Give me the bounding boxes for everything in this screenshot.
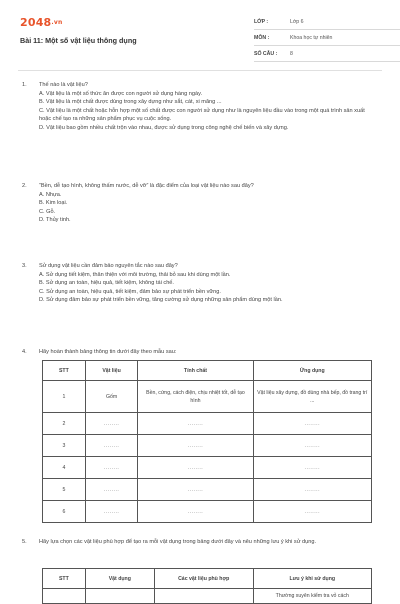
column-header: STT [43,569,86,589]
meta-row-class [254,14,400,30]
table-row [43,435,372,457]
question-1 [22,81,376,133]
answer-option: C. Gỗ. [39,208,56,215]
question-3 [22,262,376,305]
table-cell: 2 [43,413,86,435]
column-header: Ứng dụng [253,361,371,381]
answer-option: C. Sử dụng an toàn, hiệu quả, tiết kiệm, đảm bảo sự phát triển bền vững. [39,288,221,295]
answer-option: A. Sử dụng tiết kiệm, thân thiện với môi trường, thải bỏ sau khi dùng một lần. [39,271,231,278]
question-number: 5. [22,539,27,545]
meta-row-subject [254,30,400,46]
table-cell: 3 [43,435,86,457]
table-row [43,501,372,523]
table-cell: Gốm [85,381,138,413]
lesson-title: Bài 11: Một số vật liệu thông dụng [20,36,137,45]
table-cell [154,589,253,604]
answer-option: C. Vật liệu là một chất hoặc hỗn hợp một số chất được con người sử dụng như là nguyên liệu đầu vào trong một quá trình sản xuất hoặc chế tạo ra những sản phẩm phục vụ cuộc sống. [39,107,365,123]
meta-info [254,14,400,62]
meta-label: SỐ CÂU : [254,50,278,57]
blank-cell: ........ [85,501,138,523]
column-header: Vật dụng [85,569,154,589]
table-cell: 1 [43,381,86,413]
table-header-row [43,361,372,381]
question-number: 4. [22,349,27,355]
table-cell [85,589,154,604]
blank-cell: ........ [138,435,253,457]
table-row [43,413,372,435]
answer-option: D. Thủy tinh. [39,217,71,224]
logo-main: 2048 [20,16,52,29]
table-row [43,457,372,479]
column-header: Vật liệu [85,361,138,381]
meta-row-count [254,46,400,62]
table-cell: Vật liệu xây dựng, đồ dùng nhà bếp, đồ trang trí ... [253,381,371,413]
column-header: Lưu ý khi sử dụng [253,569,371,589]
answer-option: B. Sử dụng an toàn, hiệu quả, tiết kiệm, không tái chế. [39,280,174,287]
table-cell: 6 [43,501,86,523]
blank-cell: ........ [85,435,138,457]
blank-cell: ........ [85,413,138,435]
table-cell: 5 [43,479,86,501]
question-text: “Bền, dễ tạo hình, không thấm nước, dễ vỡ” là đặc điểm của loại vật liệu nào sau đây? [39,183,254,189]
column-header: STT [43,361,86,381]
meta-value: Khoa học tự nhiên [290,34,333,41]
table-cell [43,589,86,604]
question-number: 1. [22,82,27,88]
header [18,14,382,68]
question-2 [22,182,376,225]
blank-cell: ........ [253,501,371,523]
answer-option: A. Nhựa. [39,191,62,198]
question-text: Thế nào là vật liệu? [39,82,88,88]
column-header: Tính chất [138,361,253,381]
blank-cell: ........ [253,413,371,435]
answer-option: D. Vật liệu bao gồm nhiều chất trộn vào nhau, được sử dụng trong công nghệ chế biến và xây dựng. [39,124,289,131]
question-5 [22,538,376,547]
header-divider [18,70,382,71]
meta-value: Lớp 6 [290,18,304,25]
items-table [42,568,372,604]
blank-cell: ........ [138,501,253,523]
table-cell: 4 [43,457,86,479]
answer-option: B. Vật liệu là một chất được dùng trong xây dựng như sắt, cát, xi măng ... [39,99,222,106]
question-text: Sử dụng vật liệu cần đảm bảo nguyên tắc nào sau đây? [39,263,178,269]
blank-cell: ........ [253,479,371,501]
question-text: Hãy hoàn thành bảng thông tin dưới đây theo mẫu sau: [39,349,177,355]
blank-cell: ........ [85,457,138,479]
blank-cell: ........ [253,435,371,457]
site-logo[interactable] [20,16,62,29]
logo-suffix: .vn [51,19,63,26]
column-header: Các vật liệu phù hợp [154,569,253,589]
question-4 [22,348,376,357]
table-cell: Thường xuyên kiểm tra vỏ cách [253,589,371,604]
answer-option: A. Vật liệu là một số thức ăn được con người sử dụng hàng ngày. [39,90,203,97]
table-cell: Bền, cứng, cách điện, chịu nhiệt tốt, dễ tạo hình [138,381,253,413]
table-row [43,479,372,501]
table-row [43,381,372,413]
table-header-row [43,569,372,589]
materials-table [42,360,372,523]
blank-cell: ........ [85,479,138,501]
question-number: 3. [22,263,27,269]
meta-label: LỚP : [254,18,269,25]
blank-cell: ........ [253,457,371,479]
answer-option: B. Kim loại. [39,200,68,207]
blank-cell: ........ [138,457,253,479]
table-row [43,589,372,604]
answer-option: D. Sử dụng đảm bảo sự phát triển bền vững, tăng cường sử dụng những sản phẩm dùng một lần. [39,297,283,304]
blank-cell: ........ [138,413,253,435]
question-number: 2. [22,183,27,189]
meta-label: MÔN : [254,34,270,41]
meta-value: 8 [290,50,293,57]
blank-cell: ........ [138,479,253,501]
question-text: Hãy lựa chọn các vật liệu phù hợp để tạo ra mỗi vật dụng trong bảng dưới đây và nêu những lưu ý khi sử dụng. [39,539,317,545]
